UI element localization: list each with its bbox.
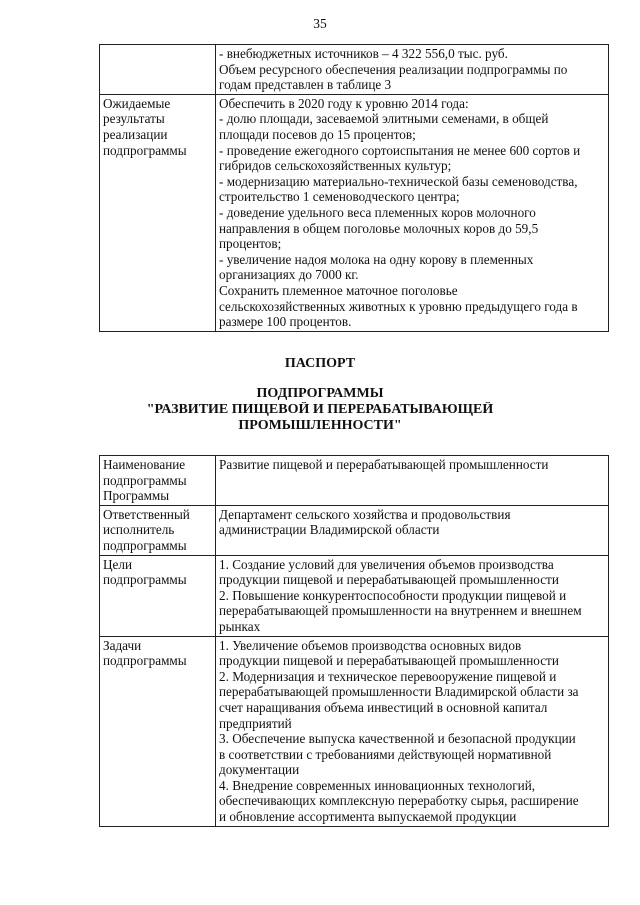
row-label-cell xyxy=(100,45,216,95)
row-content-line: размере 100 процентов. xyxy=(219,314,352,330)
subprogram-passport-table xyxy=(99,455,609,827)
row-label-line: подпрограммы xyxy=(103,537,187,553)
row-content-line: 1. Создание условий для увеличения объемов производства xyxy=(219,556,554,572)
row-label-line: исполнитель xyxy=(103,522,175,538)
row-content-line: - внебюджетных источников – 4 322 556,0 тыс. руб. xyxy=(219,46,508,61)
row-content-line: в соответствии с требованиями действующей нормативной xyxy=(219,746,552,762)
table-row xyxy=(100,636,609,826)
row-content-line: строительство 1 семеноводческого центра; xyxy=(219,189,460,205)
row-content-line: годам представлен в таблице 3 xyxy=(219,77,392,93)
heading-title-line-1: "РАЗВИТИЕ ПИЩЕВОЙ И ПЕРЕРАБАТЫВАЮЩЕЙ xyxy=(146,402,494,417)
heading-subprogram: ПОДПРОГРАММЫ xyxy=(256,386,384,401)
row-content-line: предприятий xyxy=(219,715,292,731)
row-content-line: - доведение удельного веса племенных коров молочного xyxy=(219,204,536,220)
resources-results-table xyxy=(99,44,609,332)
row-content-line: - модернизацию материально-технической базы семеноводства, xyxy=(219,173,578,189)
row-content-line: площади посевов до 15 процентов; xyxy=(219,126,416,142)
row-label-cell xyxy=(100,636,216,826)
row-label-line: подпрограммы xyxy=(103,653,187,669)
row-content-line: продукции пищевой и перерабатывающей промышленности xyxy=(219,653,559,669)
row-content-line: перерабатывающей промышленности на внутреннем и внешнем xyxy=(219,603,582,619)
row-content-line: - долю площади, засеваемой элитными семенами, в общей xyxy=(219,111,549,127)
row-content-line: Департамент сельского хозяйства и продовольствия xyxy=(219,506,511,522)
row-label-line: Цели xyxy=(103,556,133,572)
table-row xyxy=(100,45,609,95)
row-content-line: счет наращивания объема инвестиций в основной капитал xyxy=(219,699,548,715)
row-content-line: гибридов сельскохозяйственных культур; xyxy=(219,158,452,174)
row-label-line: Ответственный xyxy=(103,506,190,522)
row-content-cell xyxy=(216,505,609,555)
row-content-line: и обновление ассортимента выпускаемой продукции xyxy=(219,809,517,825)
row-label-cell xyxy=(100,94,216,331)
table-row xyxy=(100,456,609,506)
row-content-line: организациях до 7000 кг. xyxy=(219,267,359,283)
heading-passport: ПАСПОРТ xyxy=(284,356,356,371)
row-content-line: обеспечивающих комплексную переработку сырья, расширение xyxy=(219,793,579,809)
row-content-cell xyxy=(216,456,609,506)
row-content-line: Обеспечить в 2020 году к уровню 2014 года: xyxy=(219,95,469,111)
row-content-line: сельскохозяйственных животных к уровню предыдущего года в xyxy=(219,298,578,314)
row-label-line: Задачи xyxy=(103,637,142,653)
row-label-line: реализации xyxy=(103,126,168,142)
row-label-line: Ожидаемые xyxy=(103,95,171,111)
row-content-line: 2. Повышение конкурентоспособности продукции пищевой и xyxy=(219,587,567,603)
row-content-line: документации xyxy=(219,762,300,778)
heading-subprogram-title xyxy=(0,386,640,434)
row-label-line: подпрограммы xyxy=(103,572,187,588)
row-content-line: продукции пищевой и перерабатывающей промышленности xyxy=(219,572,559,588)
row-content-line: Сохранить племенное маточное поголовье xyxy=(219,282,458,298)
row-content-line: 1. Увеличение объемов производства основных видов xyxy=(219,637,522,653)
row-label-line: подпрограммы xyxy=(103,472,187,488)
row-label-line: подпрограммы xyxy=(103,142,187,158)
row-content-line: 4. Внедрение современных инновационных технологий, xyxy=(219,777,536,793)
row-content-cell xyxy=(216,94,609,331)
row-content-line: - увеличение надоя молока на одну корову в племенных xyxy=(219,251,534,267)
row-content-line: администрации Владимирской области xyxy=(219,522,440,538)
row-content-line: - проведение ежегодного сортоиспытания не менее 600 сортов и xyxy=(219,142,581,158)
table-row xyxy=(100,94,609,331)
row-label-cell xyxy=(100,456,216,506)
table-row xyxy=(100,505,609,555)
row-content-line: рынках xyxy=(219,618,261,634)
row-content-cell xyxy=(216,555,609,636)
row-content-cell xyxy=(216,636,609,826)
heading-title-line-2: ПРОМЫШЛЕННОСТИ" xyxy=(238,418,402,433)
row-content-line: Развитие пищевой и перерабатывающей промышленности xyxy=(219,457,549,472)
row-content-line: 2. Модернизация и техническое перевооружение пищевой и xyxy=(219,668,557,684)
table-row xyxy=(100,555,609,636)
page-number: 35 xyxy=(313,16,327,31)
row-content-cell xyxy=(216,45,609,95)
row-label-cell xyxy=(100,555,216,636)
row-label-line: результаты xyxy=(103,111,165,127)
row-content-line: процентов; xyxy=(219,236,282,252)
row-content-line: 3. Обеспечение выпуска качественной и безопасной продукции xyxy=(219,731,576,747)
row-label-cell xyxy=(100,505,216,555)
row-content-line: направления в общем поголовье молочных коров до 59,5 xyxy=(219,220,539,236)
row-label-line: Наименование xyxy=(103,457,186,472)
row-content-line: перерабатывающей промышленности Владимирской области за xyxy=(219,684,579,700)
row-label-line: Программы xyxy=(103,488,170,504)
row-content-line: Объем ресурсного обеспечения реализации подпрограммы по xyxy=(219,61,568,77)
